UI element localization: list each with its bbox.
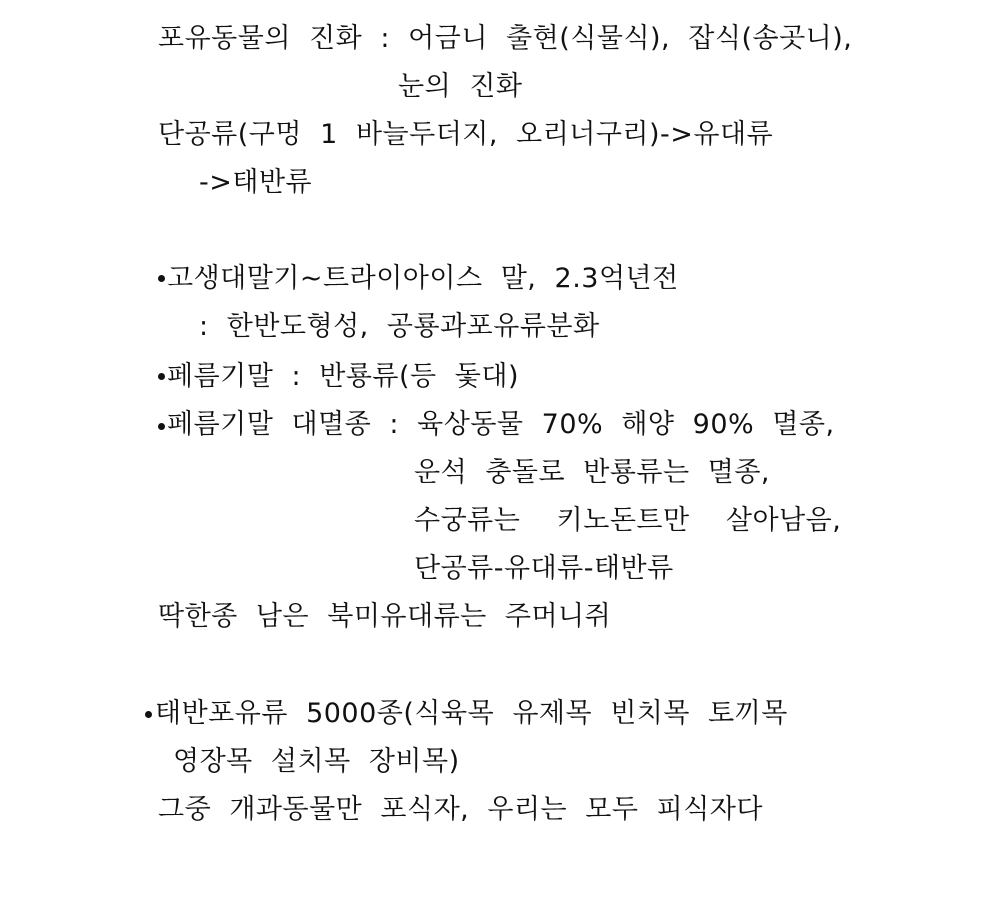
bullet-icon bbox=[158, 275, 165, 282]
text-line: 눈의 진화 bbox=[398, 71, 523, 102]
text-line: 태반포유류 5000종(식육목 유제목 빈치목 토끼목 bbox=[155, 698, 788, 729]
text-line: 단공류-유대류-태반류 bbox=[414, 553, 674, 584]
bullet-icon bbox=[158, 373, 165, 380]
text-line: 페름기말 : 반룡류(등 돛대) bbox=[167, 361, 519, 392]
text-line: 포유동물의 진화 : 어금니 출현(식물식), 잡식(송곳니), bbox=[158, 23, 853, 54]
text-line: 그중 개과동물만 포식자, 우리는 모두 피식자다 bbox=[158, 794, 763, 825]
text-line: : 한반도형성, 공룡과포유류분화 bbox=[199, 311, 600, 342]
bullet-icon bbox=[158, 423, 165, 430]
text-line: 딱한종 남은 북미유대류는 주머니쥐 bbox=[158, 601, 612, 632]
text-line: 수궁류는 키노돈트만 살아남음, bbox=[414, 505, 842, 536]
text-line: 페름기말 대멸종 : 육상동물 70% 해양 90% 멸종, bbox=[167, 409, 835, 440]
text-line: 단공류(구멍 1 바늘두더지, 오리너구리)->유대류 bbox=[158, 119, 774, 150]
text-line: 고생대말기~트라이아이스 말, 2.3억년전 bbox=[167, 263, 679, 294]
bullet-icon bbox=[145, 711, 152, 718]
text-line: ->태반류 bbox=[199, 167, 313, 198]
text-line: 운석 충돌로 반룡류는 멸종, bbox=[414, 457, 770, 488]
text-line: 영장목 설치목 장비목) bbox=[173, 746, 460, 777]
